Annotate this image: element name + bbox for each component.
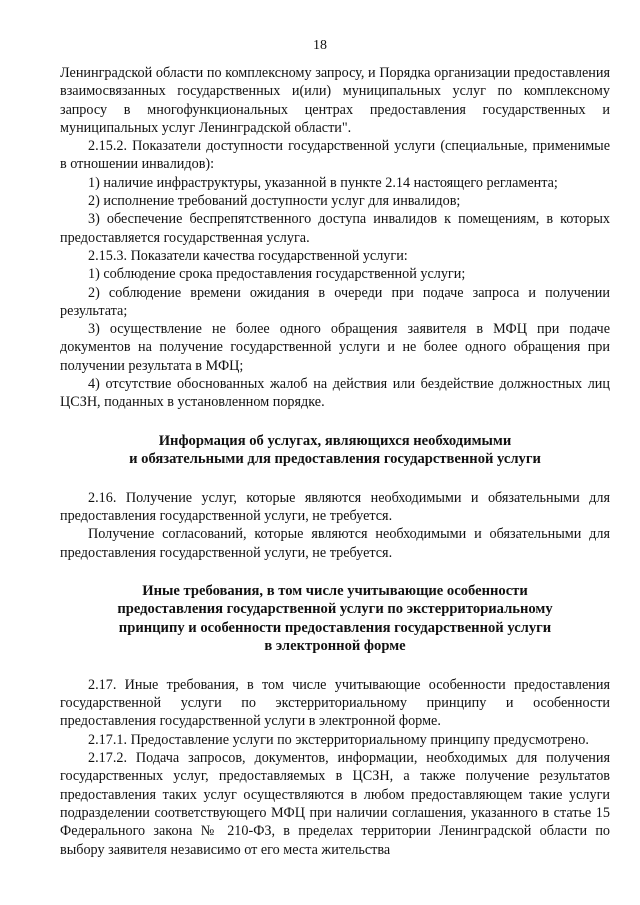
paragraph: 2.15.2. Показатели доступности государственной услуги (специальные, применимые в отношении инвалидов):: [60, 138, 610, 173]
paragraph: 1) наличие инфраструктуры, указанной в пункте 2.14 настоящего регламента;: [88, 174, 558, 191]
heading-line: и обязательными для предоставления государственной услуги: [129, 451, 541, 468]
section-accessibility-indicators: [60, 64, 610, 412]
heading-line: Информация об услугах, являющихся необходимыми: [158, 432, 512, 449]
page-number: 18: [313, 38, 327, 53]
paragraph: Ленинградской области по комплексному запросу, и Порядка организации предоставления взаимосвязанных государственных и(или) муниципальных услуг по комплексному запросу в многофункциональных центрах предоставления государственных и муниципальных услуг Ленинградской области".: [60, 65, 610, 136]
paragraph: 2.17. Иные требования, в том числе учитывающие особенности предоставления государственной услуги по экстерриториальному принципу и особенности предоставления государственной услуги в электронной форме.: [60, 676, 610, 730]
paragraph: 2.15.3. Показатели качества государственной услуги:: [88, 247, 408, 264]
heading-line: предоставления государственной услуги по экстерриториальному: [117, 601, 553, 618]
heading-line: в электронной форме: [264, 638, 406, 655]
paragraph: 2) исполнение требований доступности услуг для инвалидов;: [88, 193, 461, 210]
paragraph: 2.17.1. Предоставление услуги по экстерриториальному принципу предусмотрено.: [88, 731, 589, 748]
heading-required-services: [60, 432, 610, 469]
heading-other-requirements: [60, 582, 610, 656]
paragraph: 3) обеспечение беспрепятственного доступа инвалидов к помещениям, в которых предоставляется государственная услуга.: [60, 211, 610, 246]
document-body: [60, 64, 610, 859]
paragraph: 4) отсутствие обоснованных жалоб на действия или бездействие должностных лиц ЦСЗН, поданных в установленном порядке.: [60, 376, 610, 411]
paragraph: 2.16. Получение услуг, которые являются необходимыми и обязательными для предоставления государственной услуги, не требуется.: [60, 489, 610, 524]
paragraph: 3) осуществление не более одного обращения заявителя в МФЦ при подаче документов на получение государственной услуги и не более одного обращения при получении результата в МФЦ;: [60, 321, 610, 374]
paragraph: Получение согласований, которые являются необходимыми и обязательными для предоставления государственной услуги, не требуется.: [60, 526, 610, 561]
heading-line: принципу и особенности предоставления государственной услуги: [118, 619, 552, 636]
paragraph: 2) соблюдение времени ожидания в очереди при подаче запроса и получении результата;: [60, 284, 610, 319]
paragraph: 2.17.2. Подача запросов, документов, информации, необходимых для получения государственных услуг, предоставляемых в ЦСЗН, а также получение результатов предоставления таких услуг осуществляются в любом предоставляющем такие услуги подразделении соответствующего МФЦ при наличии соглашения, указанного в статье 15 Федерального закона № 210-ФЗ, в пределах территории Ленинградской области по выбору заявителя независимо от его места жительства: [60, 750, 610, 858]
section-other-requirements: [60, 676, 610, 859]
section-required-services: [60, 489, 610, 562]
heading-line: Иные требования, в том числе учитывающие особенности: [142, 582, 528, 599]
paragraph: 1) соблюдение срока предоставления государственной услуги;: [88, 266, 466, 283]
